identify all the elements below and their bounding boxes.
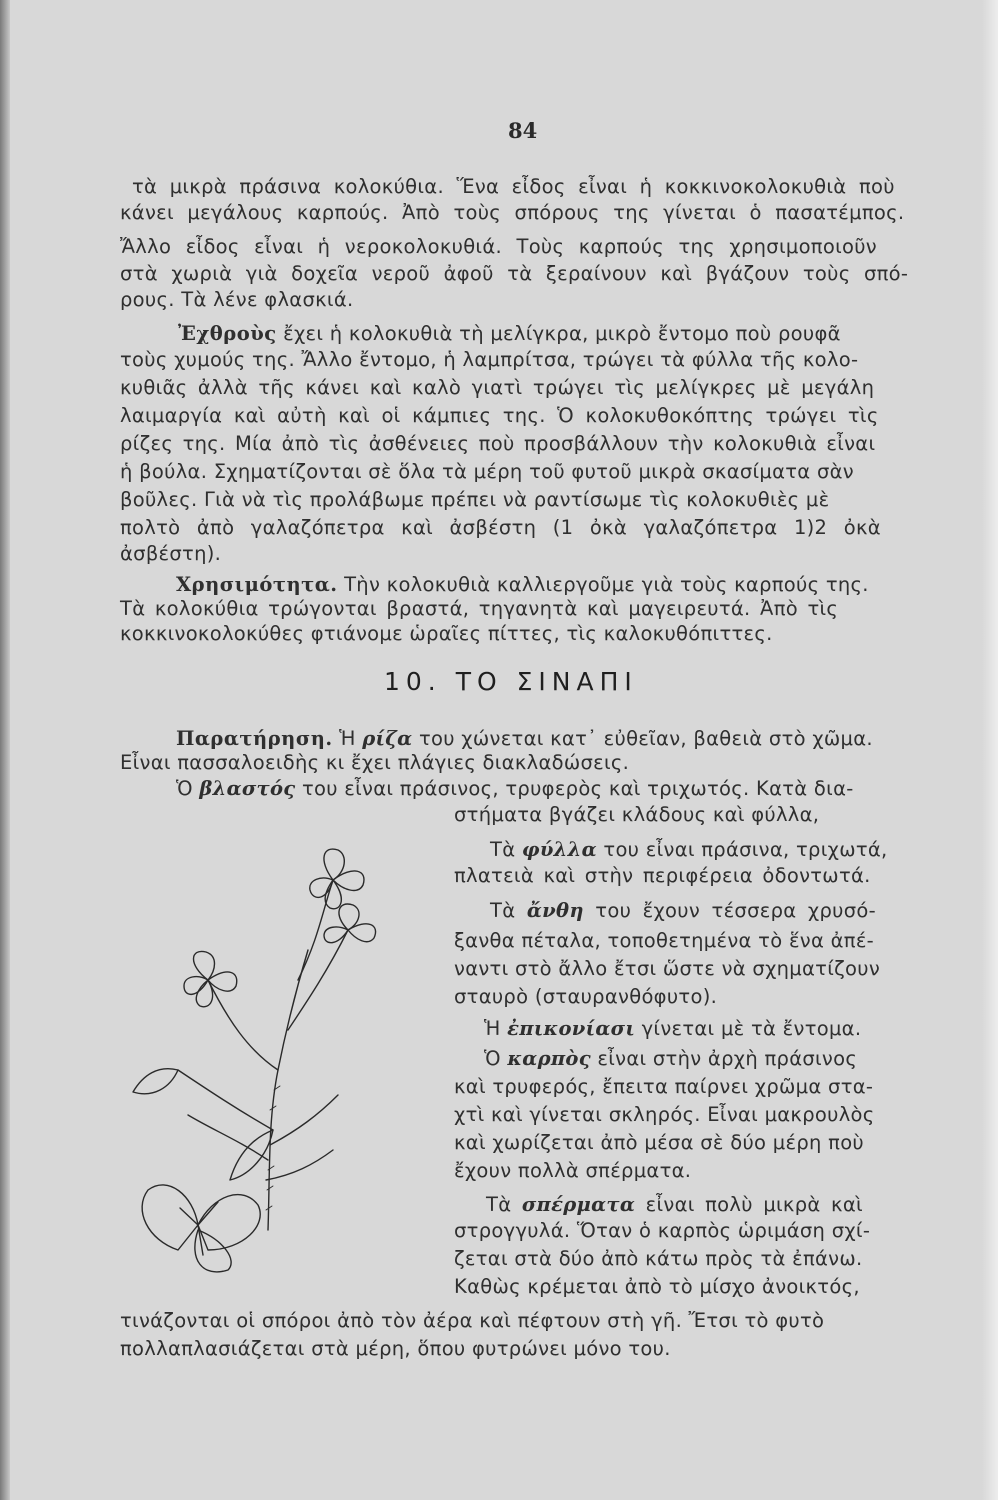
text-line: πολτὸ ἀπὸ γαλαζόπετρα καὶ ἀσβέστη (1 ὀκὰ γαλαζόπετρα 1)2 ὀκὰ	[120, 516, 881, 539]
page-number: 84	[508, 118, 538, 143]
term-pollination: ἐπικονίασι	[507, 1017, 636, 1040]
term-flowers: ἄνθη	[526, 899, 584, 922]
text-line: ἔχουν πολλὰ σπέρματα.	[454, 1159, 692, 1182]
text-line: ρίζες της. Μία ἀπὸ τὶς ἀσθένειες ποὺ προσβάλλουν τὴν κολοκυθιὰ εἶναι	[120, 432, 876, 455]
text-line: κάνει μεγάλους καρπούς. Ἀπὸ τοὺς σπόρους της γίνεται ὁ πασατέμπος.	[120, 201, 905, 224]
page-right-edge	[982, 0, 998, 1500]
page-left-shadow	[0, 0, 10, 1500]
text-line: Τὰ σπέρματα εἶναι πολὺ μικρὰ καὶ	[486, 1193, 863, 1216]
text-line: Ὁ βλαστός του εἶναι πράσινος, τρυφερὸς καὶ τριχωτός. Κατὰ δια-	[176, 777, 854, 800]
term-fruit: καρπὸς	[507, 1047, 591, 1070]
text-line: Τὰ κολοκύθια τρώγονται βραστά, τηγανητὰ καὶ μαγειρευτά. Ἀπὸ τὶς	[120, 597, 839, 620]
text-line: Ἄλλο εἶδος εἶναι ἡ νεροκολοκυθιά. Τοὺς καρπούς της χρησιμοποιοῦν	[120, 235, 877, 258]
text-line: καὶ χωρίζεται ἀπὸ μέσα σὲ δύο μέρη ποὺ	[454, 1131, 865, 1154]
text-line: Καθὼς κρέμεται ἀπὸ τὸ μίσχο ἀνοικτός,	[454, 1275, 860, 1298]
text-line: καὶ τρυφερός, ἔπειτα παίρνει χρῶμα στα-	[454, 1075, 874, 1098]
text-line: ξανθα πέταλα, τοποθετημένα τὸ ἕνα ἀπέ-	[454, 929, 874, 952]
flower-top	[310, 849, 364, 909]
text-line: ἀσβέστη).	[120, 542, 222, 565]
text-line: κυθιᾶς ἀλλὰ τῆς κάνει καὶ καλὸ γιατὶ τρώγει τὶς μελίγκρες μὲ μεγάλη	[120, 376, 875, 399]
text-line: Χρησιμότητα. Τὴν κολοκυθιὰ καλλιεργοῦμε γιὰ τοὺς καρπούς της.	[176, 573, 869, 596]
mustard-plant-illustration	[118, 830, 438, 1280]
text-line: στήματα βγάζει κλάδους καὶ φύλλα,	[454, 803, 820, 826]
leaf	[133, 1069, 178, 1094]
text-line: στρογγυλά. Ὅταν ὁ καρπὸς ὡριμάση σχί-	[454, 1219, 871, 1242]
text-line: ζεται στὰ δύο ἀπὸ κάτω πρὸς τὰ ἐπάνω.	[454, 1247, 863, 1270]
text-line: ναντι στὸ ἄλλο ἔτσι ὥστε νὰ σχηματίζουν	[454, 957, 881, 980]
term-seeds: σπέρματα	[521, 1193, 636, 1216]
text-line: Τὰ ἄνθη του ἔχουν τέσσερα χρυσό-	[490, 899, 876, 922]
text-line	[178, 322, 841, 346]
text-line: Ὁ καρπὸς εἶναι στὴν ἀρχὴ πράσινος	[484, 1047, 858, 1070]
text-line: Ἡ ἐπικονίασι γίνεται μὲ τὰ ἔντομα.	[484, 1017, 862, 1040]
text-line: πλατειὰ καὶ στὴν περιφέρεια ὀδοντωτά.	[454, 864, 871, 887]
flower-detail	[142, 1185, 260, 1272]
term-leaves: φύλλα	[521, 838, 597, 861]
enemies-text: ἔχει ἡ κολοκυθιὰ τὴ μελίγκρα, μικρὸ ἔντομο ποὺ ρουφᾶ	[276, 322, 841, 345]
text-line: Παρατήρηση. Ἡ ρίζα του χώνεται κατ᾽ εὐθεῖαν, βαθειὰ στὸ χῶμα.	[176, 727, 873, 750]
flower-left	[184, 951, 237, 1006]
text-line: τὰ μικρὰ πράσινα κολοκύθια. Ἕνα εἶδος εἶναι ἡ κοκκινοκολοκυθιὰ ποὺ	[132, 175, 895, 198]
text-line: τοὺς χυμούς της. Ἄλλο ἔντομο, ἡ λαμπρίτσα, τρώγει τὰ φύλλα τῆς κολο-	[120, 348, 859, 371]
text-line: βοῦλες. Γιὰ νὰ τὶς προλάβωμε πρέπει νὰ ραντίσωμε τὶς κολοκυθιὲς μὲ	[120, 488, 830, 511]
term-root: ρίζα	[362, 727, 413, 750]
text-line: στὰ χωριὰ γιὰ δοχεῖα νεροῦ ἀφοῦ τὰ ξεραίνουν καὶ βγάζουν τοὺς σπό-	[120, 262, 909, 285]
text-line: χτὶ καὶ γίνεται σκληρός. Εἶναι μακρουλὸς	[454, 1103, 875, 1126]
text-line: κοκκινοκολοκύθες φτιάνομε ὡραῖες πίττες, τὶς καλοκυθόπιττες.	[120, 622, 773, 645]
use-label: Χρησιμότητα.	[176, 573, 338, 596]
text-line: τινάζονται οἱ σπόροι ἀπὸ τὸν ἀέρα καὶ πέφτουν στὴ γῆ. Ἔτσι τὸ φυτὸ	[120, 1309, 825, 1332]
section-heading: 10. ΤΟ ΣΙΝΑΠΙ	[384, 667, 638, 696]
text-line: λαιμαργία καὶ αὐτὴ καὶ οἱ κάμπιες της. Ὁ κολοκυθοκόπτης τρώγει τὶς	[120, 404, 879, 427]
enemies-label: Ἐχθροὺς	[178, 322, 277, 345]
text-line: ἡ βούλα. Σχηματίζονται σὲ ὅλα τὰ μέρη τοῦ φυτοῦ μικρὰ σκασίματα σὰν	[120, 460, 854, 483]
observation-label: Παρατήρηση.	[176, 727, 333, 750]
text-line: ρους. Τὰ λένε φλασκιά.	[120, 288, 354, 311]
text-line: πολλαπλασιάζεται στὰ μέρη, ὅπου φυτρώνει μόνο του.	[120, 1337, 671, 1360]
term-stem: βλαστός	[199, 777, 296, 800]
text-line: σταυρὸ (σταυρανθόφυτο).	[454, 985, 718, 1008]
flower-right	[324, 904, 376, 943]
text-line: Τὰ φύλλα του εἶναι πράσινα, τριχωτά,	[490, 838, 888, 861]
text-line: Εἶναι πασσαλοειδὴς κι ἔχει πλάγιες διακλαδώσεις.	[120, 751, 630, 774]
